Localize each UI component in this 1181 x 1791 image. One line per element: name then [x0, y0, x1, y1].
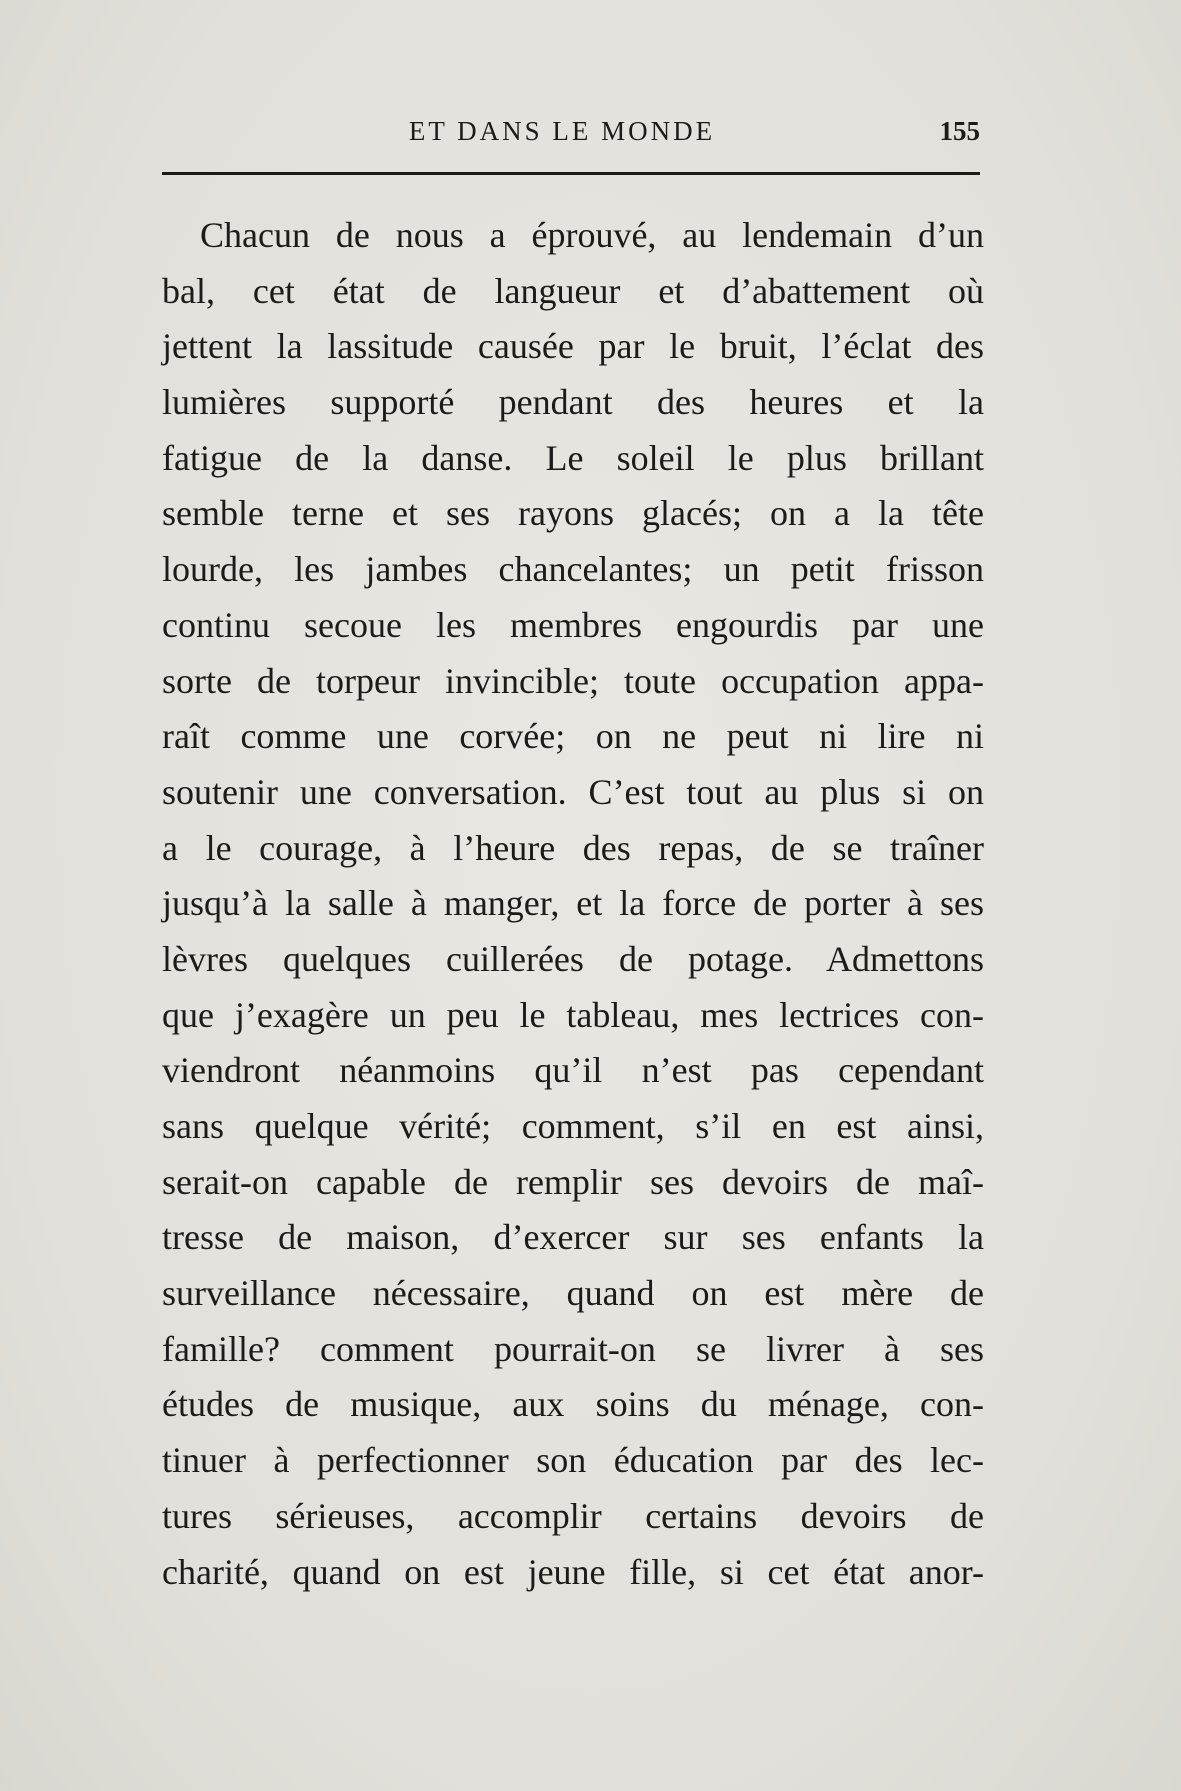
- text-line: jettent la lassitude causée par le bruit, l’éclat des: [162, 326, 984, 367]
- page-number: 155: [939, 116, 980, 146]
- text-line: tures sérieuses, accomplir certains devoirs de: [162, 1495, 984, 1536]
- text-line: lèvres quelques cuillerées de potage. Admettons: [162, 938, 984, 979]
- running-title: ET DANS LE MONDE: [408, 116, 716, 146]
- text-line: tinuer à perfectionner son éducation par des lec-: [162, 1440, 984, 1481]
- text-line: études de musique, aux soins du ménage, con-: [162, 1384, 984, 1425]
- body-paragraph: [162, 208, 984, 1600]
- text-line: fatigue de la danse. Le soleil le plus brillant: [162, 437, 984, 478]
- text-line: semble terne et ses rayons glacés; on a la tête: [162, 493, 984, 534]
- text-line: sans quelque vérité; comment, s’il en est ainsi,: [162, 1106, 984, 1146]
- text-line: serait-on capable de remplir ses devoirs de maî-: [162, 1161, 984, 1202]
- text-line: que j’exagère un peu le tableau, mes lectrices con-: [162, 994, 984, 1035]
- text-line: charité, quand on est jeune fille, si cet état anor-: [162, 1551, 984, 1592]
- text-line: viendront néanmoins qu’il n’est pas cependant: [162, 1050, 984, 1091]
- text-line: bal, cet état de langueur et d’abattement où: [162, 270, 984, 311]
- text-line: a le courage, à l’heure des repas, de se traîner: [162, 827, 984, 868]
- page-header: [162, 116, 982, 156]
- text-line: lourde, les jambes chancelantes; un petit frisson: [162, 549, 984, 590]
- text-line: surveillance nécessaire, quand on est mère de: [162, 1273, 984, 1314]
- text-line: continu secoue les membres engourdis par une: [162, 604, 984, 645]
- text-line: tresse de maison, d’exercer sur ses enfants la: [162, 1217, 984, 1258]
- text-line: raît comme une corvée; on ne peut ni lire ni: [162, 716, 984, 757]
- text-line: famille? comment pourrait-on se livrer à ses: [162, 1328, 984, 1369]
- text-line: Chacun de nous a éprouvé, au lendemain d’un: [200, 215, 984, 255]
- header-rule: [162, 172, 980, 175]
- text-line: soutenir une conversation. C’est tout au plus si on: [162, 771, 984, 812]
- text-line: jusqu’à la salle à manger, et la force de porter à ses: [162, 883, 984, 924]
- text-line: sorte de torpeur invincible; toute occupation appa-: [162, 660, 984, 701]
- text-line: lumières supporté pendant des heures et la: [162, 382, 984, 423]
